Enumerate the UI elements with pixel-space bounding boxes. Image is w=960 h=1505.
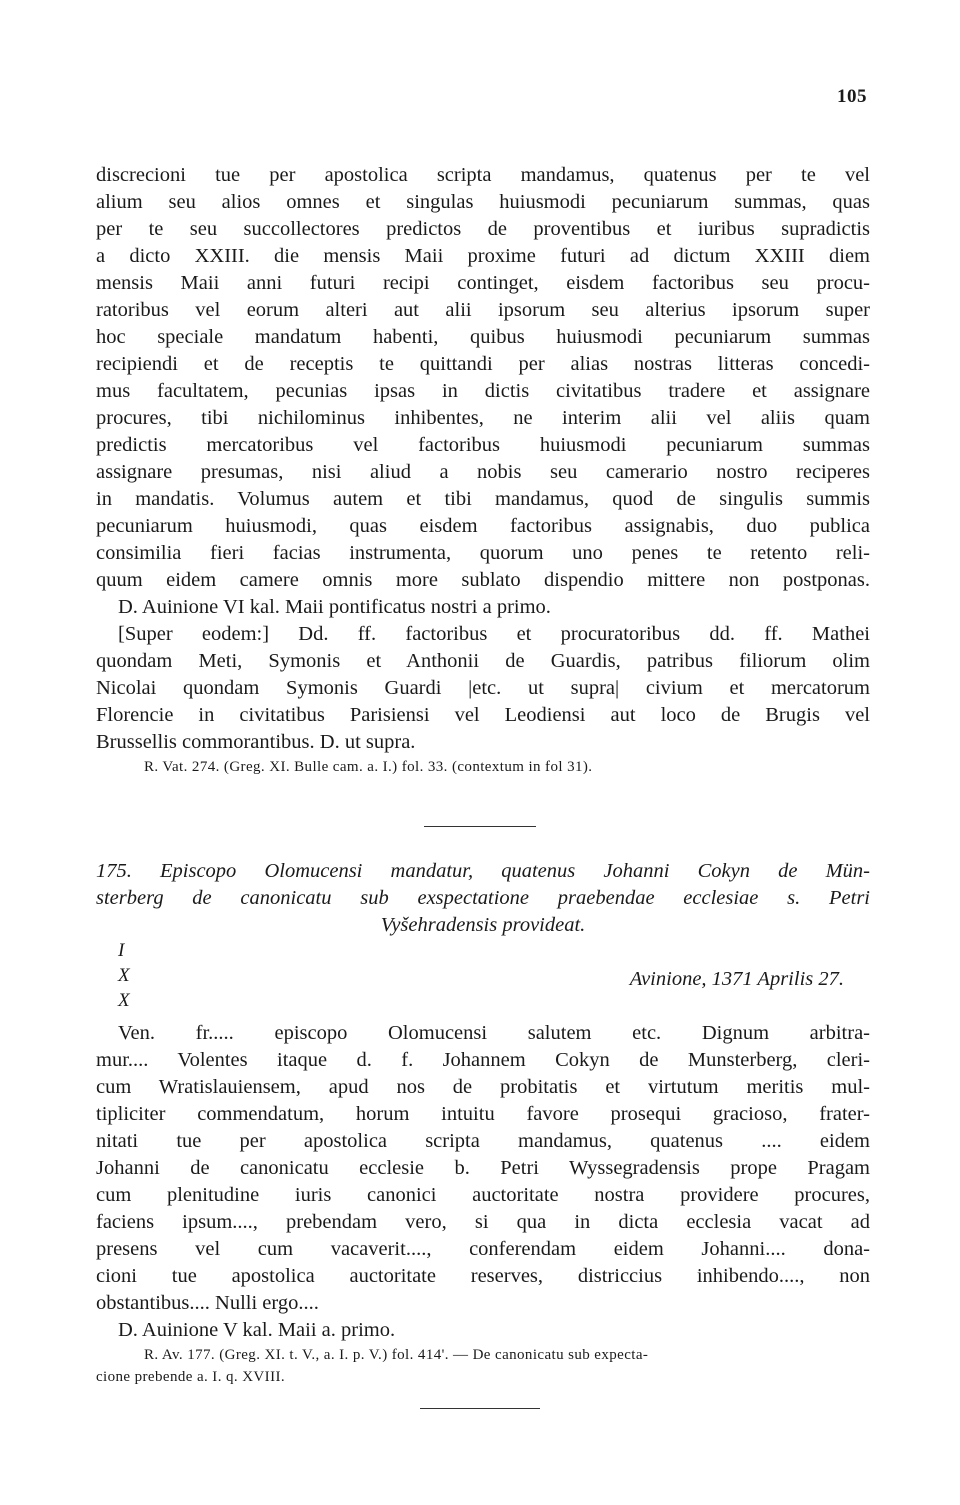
text-line: presens vel cum vacaverit...., conferendam eidem Johanni.... dona- — [96, 1238, 870, 1260]
text-line: Nicolai quondam Symonis Guardi |etc. ut supra| civium et mercatorum — [96, 677, 870, 699]
text-line: nitati tue per apostolica scripta mandamus, quatenus .... eidem — [96, 1130, 870, 1152]
text-line: quum eidem camere omnis more sublato dispendio mittere non postponas. — [96, 569, 870, 591]
dating-line: D. Auinione V kal. Maii a. primo. — [118, 1319, 396, 1341]
text-line: obstantibus.... Nulli ergo.... — [96, 1292, 319, 1314]
source-reference: R. Av. 177. (Greg. XI. t. V., a. I. p. V.) fol. 414'. — De canonicatu sub expecta- — [144, 1347, 649, 1363]
text-line: consimilia fieri facias instrumenta, quorum uno penes te retento reli- — [96, 542, 870, 564]
text-line: in mandatis. Volumus autem et tibi mandamus, quod de singulis summis — [96, 488, 870, 510]
text-line: Brussellis commorantibus. D. ut supra. — [96, 731, 416, 753]
text-line: Florencie in civitatibus Parisiensi vel Leodiensi aut loco de Brugis vel — [96, 704, 870, 726]
text-line: procures, tibi nichilominus inhibentes, ne interim alii vel aliis quam — [96, 407, 870, 429]
text-line: quondam Meti, Symonis et Anthonii de Guardis, patribus filiorum olim — [96, 650, 870, 672]
text-line: cioni tue apostolica auctoritate reserves, districcius inhibendo...., non — [96, 1265, 870, 1287]
page-number: 105 — [837, 86, 867, 107]
text-line: mus facultatem, pecunias ipsas in dictis civitatibus tradere et assignare — [96, 380, 870, 402]
previous-document-body — [96, 162, 870, 778]
text-line: cum plenitudine iuris canonici auctoritate nostra providere procures, — [96, 1184, 870, 1206]
roman-numeral: X — [118, 990, 130, 1011]
text-line: ratoribus vel eorum alteri aut alii ipsorum seu alterius ipsorum super — [96, 299, 870, 321]
text-line: recipiendi et de receptis te quittandi per alias nostras litteras concedi- — [96, 353, 870, 375]
text-line: mur.... Volentes itaque d. f. Johannem Cokyn de Munsterberg, cleri- — [96, 1049, 870, 1071]
text-line: faciens ipsum...., prebendam vero, si qua in dicta ecclesia vacat ad — [96, 1211, 870, 1233]
source-reference: cione prebende a. I. q. XVIII. — [96, 1369, 286, 1385]
text-line: pecuniarum huiusmodi, quas eisdem factoribus assignabis, duo publica — [96, 515, 870, 537]
heading-line: sterberg de canonicatu sub exspectatione praebendae ecclesiae s. Petri — [96, 887, 870, 909]
text-line: assignare presumas, nisi aliud a nobis seu camerario nostro reciperes — [96, 461, 870, 483]
text-line: a dicto XXIII. die mensis Maii proxime futuri ad dictum XXIII diem — [96, 245, 870, 267]
text-line: tipliciter commendatum, horum intuitu favore prosequi gracioso, frater- — [96, 1103, 870, 1125]
roman-date-stack — [118, 938, 130, 1013]
heading-line: Vyšehradensis provideat. — [380, 914, 586, 936]
roman-numeral: X — [118, 965, 130, 986]
text-line: mensis Maii anni futuri recipi continget, eisdem factoribus seu procu- — [96, 272, 870, 294]
document-body — [96, 1020, 870, 1388]
heading-line: 175. Episcopo Olomucensi mandatur, quatenus Johanni Cokyn de Mün- — [96, 860, 870, 882]
text-line: predictis mercatoribus vel factoribus huiusmodi pecuniarum summas — [96, 434, 870, 456]
text-line: [Super eodem:] Dd. ff. factoribus et procuratoribus dd. ff. Mathei — [118, 623, 870, 645]
document-heading — [96, 858, 870, 939]
place-date: Avinione, 1371 Aprilis 27. — [629, 968, 844, 990]
source-reference: R. Vat. 274. (Greg. XI. Bulle cam. a. I.) fol. 33. (contextum in fol 31). — [144, 759, 593, 775]
text-line: Johanni de canonicatu ecclesie b. Petri Wyssegradensis prope Pragam — [96, 1157, 870, 1179]
text-line: alium seu alios omnes et singulas huiusmodi pecuniarum summas, quas — [96, 191, 870, 213]
text-line: discrecioni tue per apostolica scripta mandamus, quatenus per te vel — [96, 164, 870, 186]
dating-line: D. Auinione VI kal. Maii pontificatus nostri a primo. — [118, 596, 551, 618]
section-divider — [420, 1408, 540, 1409]
text-line: hoc speciale mandatum habenti, quibus huiusmodi pecuniarum summas — [96, 326, 870, 348]
section-divider — [424, 826, 536, 827]
roman-numeral: I — [118, 940, 125, 961]
text-line: cum Wratislauiensem, apud nos de probitatis et virtutum meritis mul- — [96, 1076, 870, 1098]
text-line: Ven. fr..... episcopo Olomucensi salutem etc. Dignum arbitra- — [118, 1022, 870, 1044]
text-line: per te seu succollectores predictos de proventibus et iuribus supradictis — [96, 218, 870, 240]
